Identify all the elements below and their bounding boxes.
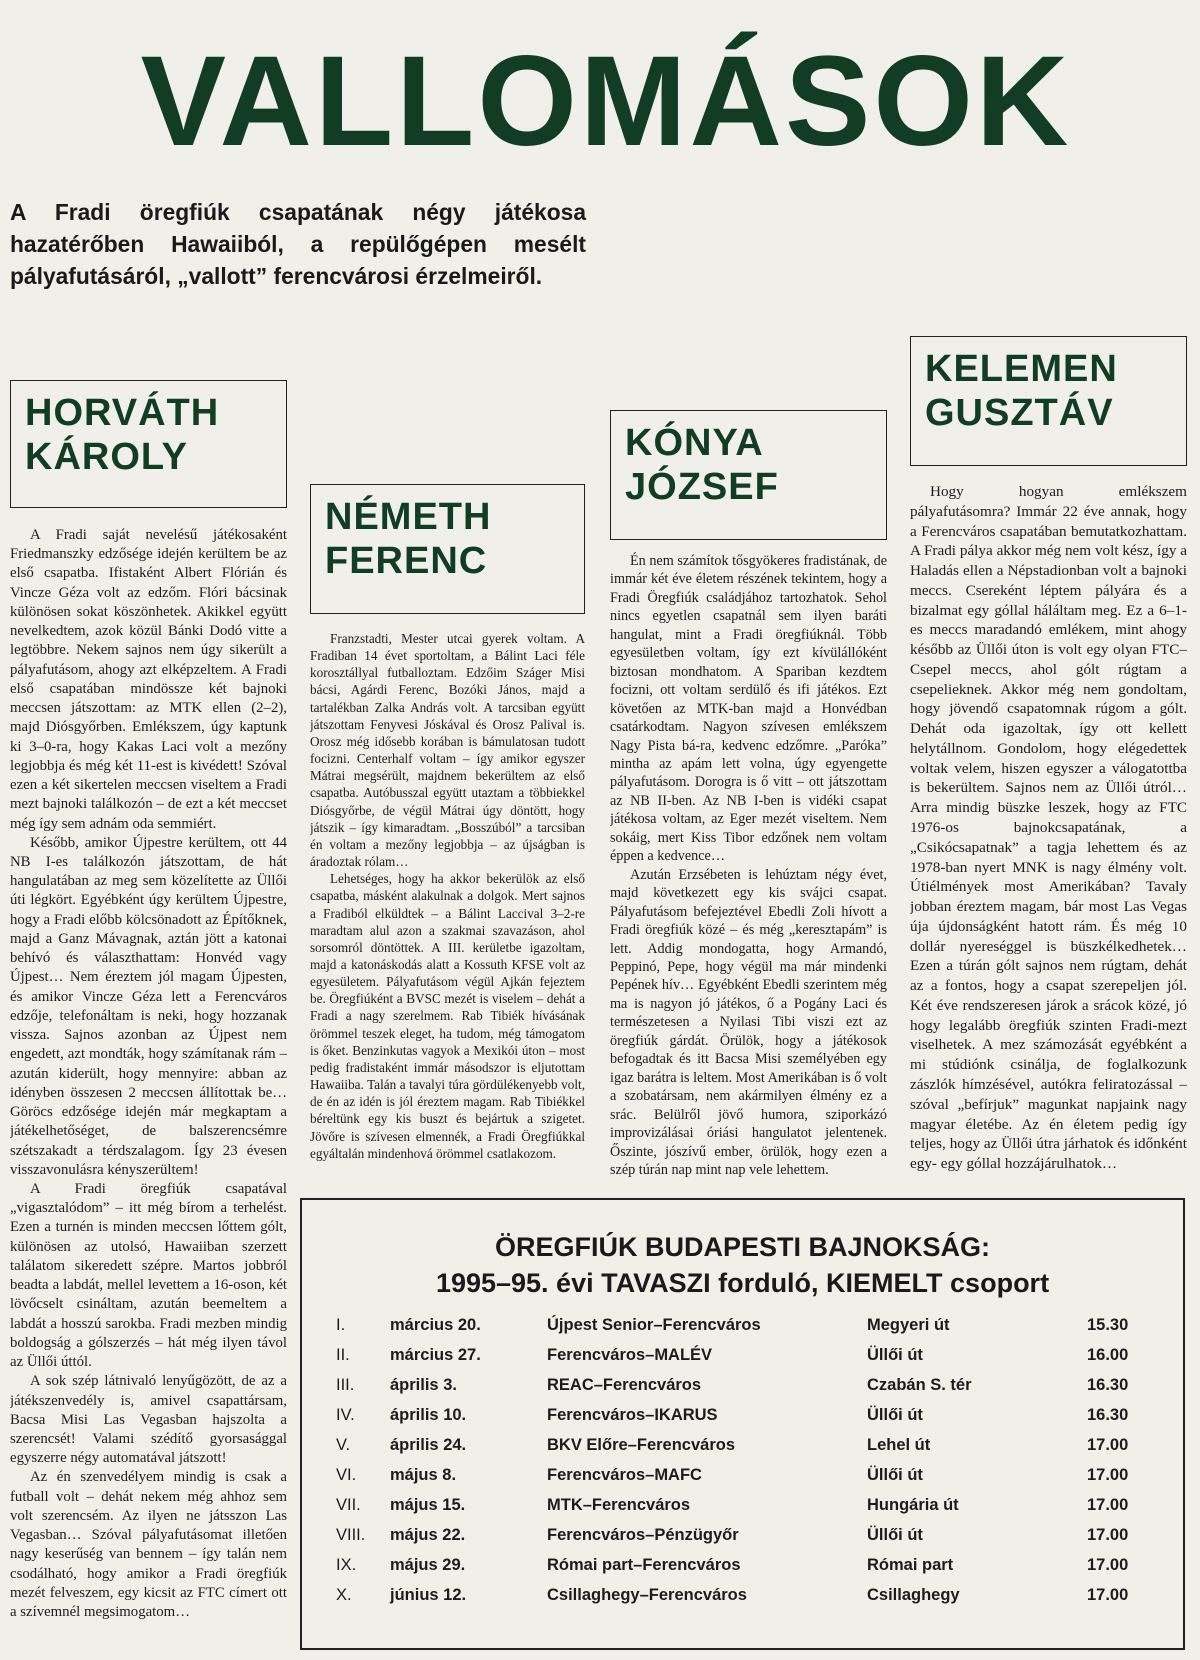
kelemen-name-line2: GUSZTÁV <box>925 392 1114 434</box>
match-venue: Csillaghegy <box>867 1586 960 1604</box>
match-teams: Újpest Senior–Ferencváros <box>547 1316 761 1334</box>
schedule-row <box>302 1406 1183 1434</box>
match-venue: Üllői út <box>867 1526 923 1544</box>
schedule-row <box>302 1316 1183 1344</box>
match-date: május 22. <box>390 1526 466 1544</box>
nemeth-name-box <box>310 484 585 614</box>
horvath-paragraph: A sok szép látnivaló lenyűgözött, de az a játékszenvedély is, amivel csapattársam, Bacsa Misi Las Vegasban hajszolta a szerencsét! Valami szédítő gyorsasággal egyszerre négy automatával játszott! <box>10 1373 287 1467</box>
nemeth-name-line2: FERENC <box>325 540 488 582</box>
nemeth-article-column <box>310 630 585 1186</box>
match-teams: Ferencváros–MAFC <box>547 1466 702 1484</box>
konya-paragraph: Én nem számítok tősgyökeres fradistának, de immár két éve életem részének tekintem, hogy a Fradi Öregfiúk családjához tartozhatok. Sehol nincs egyetlen csapatnál sem ilyen baráti hangulat, mint a Fradi öregfiúknál. Több egyesületben voltam, így ezt kívülállóként biztosan mondhatom. A Spariban kezdtem focizni, ott voltam serdülő és ifi játékos. Ezt követően az MTK-ban majd a Honvédban csatárkodtam. Nagyon szívesen emlékszem Nagy Pista bá-ra, kedvenc edzőmre. „Paróka” mintha az apám lett volna, úgy egyengette pályafutásom. Dorogra is ő vitt – ott játszottam az NB II-ben. Az NB I-ben is vidéki csapat játékosa voltam, az Eger mezét viseltem. Nem sokáig, mert Kiss Tibor edzőnek nem voltam éppen a kedvence… <box>610 553 887 865</box>
schedule-row <box>302 1436 1183 1464</box>
horvath-article-column <box>10 526 287 1650</box>
horvath-paragraph: A Fradi saját nevelésű játékosaként Friedmanszky edzősége idején kerültem be az első csapatba. Ifistaként Albert Flórián és Vincze Géza volt az edzőm. Flóri bácsinak különösen sokat köszönhetek. Akikkel együtt nevelkedtem, azok közül Bánki Dodó vitte a legtöbbre. Nekem sajnos nem úgy sikerült a pályafutásom, ahogy azt elképzeltem. A Fradi első csapatában mindössze két bajnoki meccsen játszottam: az MTK ellen (2–2), majd Diósgyőrben. Emlékszem, úgy kaptunk ki 3–0-ra, hogy Kakas Laci volt a mezőny legjobbja és még két 11-est is kivédett! Szóval ezen a két sikertelen meccsen viseltem a Fradi mezt bajnoki találkozón – de ezt a két meccset még így sem adnám oda semmiért. <box>10 527 287 832</box>
konya-name-line1: KÓNYA <box>625 422 764 464</box>
schedule-row <box>302 1466 1183 1494</box>
match-venue: Üllői út <box>867 1406 923 1424</box>
nemeth-paragraph: Lehetséges, hogy ha akkor bekerülök az első csapatba, másként alakulnak a dolgok. Mert sajnos a Fradiból elküldtek – a Bálint Laccival 3–2-re maradtam alul azon a szakmai szavazáson, ahol sorsomról döntöttek. A III. kerületbe igazoltam, majd a katonáskodás alatt a Kossuth KFSE volt az egyesületem. Pályafutásom végül Ajkán fejeztem be. Öregfiúként a BVSC mezét is viselem – dehát a Fradi a nagy szerelmem. Rab Tibiék hívásának örömmel teszek eleget, ha tudom, még támogatom is őket. Benzinkutas vagyok a Mexikói úton – most pedig fradistaként immár másodszor is eljutottam Hawaiiba. Talán a tavalyi túra gördülékenyebb volt, de én az idén is jól éreztem magam. Rab Tibiékkel béreltünk egy kis buszt és bejártuk a szigetet. Jövőre is szívesen elmennék, a Fradi Öregfiúkkal egyáltalán mindenhová örömmel csatlakozom. <box>310 871 585 1161</box>
round-number: VI. <box>336 1466 357 1484</box>
horvath-name-box <box>10 380 287 508</box>
konya-name-line2: JÓZSEF <box>625 466 779 508</box>
round-number: II. <box>336 1346 350 1364</box>
match-date: május 8. <box>390 1466 457 1484</box>
match-time: 15.30 <box>1087 1316 1129 1334</box>
match-teams: MTK–Ferencváros <box>547 1496 691 1514</box>
match-teams: Ferencváros–MALÉV <box>547 1346 713 1364</box>
horvath-paragraph: A Fradi öregfiúk csapatával „vigasztalódom” – itt még bírom a terhelést. Ezen a turnén is minden meccsen lőttem gólt, különösen az utolsó, Hawaiiban szerzett találatom sikeredett szépre. Martos jobbról beadta a labdát, mellel levettem a 16-oson, két lövőcselt csináltam, azután beemeltem a labdát a hosszú sarokba. Fradi mezben mindig boldogság a gólszerzés – hát még ilyen távol az Üllői úttól. <box>10 1180 287 1371</box>
match-time: 17.00 <box>1087 1556 1129 1574</box>
round-number: III. <box>336 1376 355 1394</box>
horvath-paragraph: Az én szenvedélyem mindig is csak a futball volt – dehát nekem még ahhoz sem volt szerencsém. Az ilyen ne játsszon Las Vegasban… Szóval pályafutásomat illetően nagy keserűség van bennem – így talán nem csodálható, hogy amikor a Fradi öregfiúk mezét felveszem, egy kicsit az FTC címert ott a szívemnél megsimogatom… <box>10 1469 287 1621</box>
round-number: IX. <box>336 1556 357 1574</box>
schedule-title: ÖREGFIÚK BUDAPESTI BAJNOKSÁG: <box>494 1232 991 1262</box>
schedule-row <box>302 1526 1183 1554</box>
nemeth-paragraph: Franzstadti, Mester utcai gyerek voltam. A Fradiban 14 évet sportoltam, a Bálint Laci féle korosztállyal futballoztam. Edzőim Száger Misi bácsi, Agárdi Ferenc, Bozóki János, majd a tartalékban Zalka András volt. A tarcsiban együtt játszottam Fenyvesi Jóskával és Orosz Palival is. Orosz még idősebb korában is bámulatosan tudott focizni. Centerhalf voltam – így amikor egyszer Mátrai megsérült, majdnem bekerültem az első csapatba. Autóbusszal együtt utaztam a többiekkel Diósgyőrbe, de végül Mátrai úgy döntött, hogy játszik – így kimaradtam. „Bosszúból” a tarcsiban én voltam a mezőny legjobbja – az újságban is áradoztak rólam… <box>310 631 585 870</box>
horvath-paragraph: Később, amikor Újpestre kerültem, ott 44 NB I-es találkozón játszottam, de hát hangulatában az meg sem közelítette az Üllői úti légkört. Egyébként úgy kerültem Újpestre, hogy a Fradi előbb kölcsönadott az Építőknek, majd a Ganz Mávagnak, aztán jött a katonai behívó és választhattam: Honvéd vagy Újpest… Nem éreztem jól magam Újpesten, és amikor Vincze Géza lett a Ferencváros edzője, telefonáltam is neki, hogy hozzanak vissza. Sajnos azonban az Újpest nem engedett, azt mondták, hogy számítanak rám – azután kiderült, hogy mennyire: abban az idényben összesen 2 meccsen állítottak be… Göröcs edzősége idején már megkaptam a játékelhetőséget, de balszerencsémre szétszakadt a térdszalagom. Így 23 évesen visszavonulásra kényszerültem! <box>10 834 287 1178</box>
schedule-subtitle: 1995–95. évi TAVASZI forduló, KIEMELT csoport <box>435 1268 1050 1298</box>
konya-article-column <box>610 552 887 1186</box>
match-time: 17.00 <box>1087 1496 1129 1514</box>
match-venue: Lehel út <box>867 1436 931 1454</box>
match-date: április 3. <box>390 1376 457 1394</box>
match-venue: Üllői út <box>867 1346 923 1364</box>
match-date: május 15. <box>390 1496 466 1514</box>
match-teams: Ferencváros–IKARUS <box>547 1406 718 1424</box>
match-venue: Üllői út <box>867 1466 923 1484</box>
match-date: március 20. <box>390 1316 481 1334</box>
nemeth-name-line1: NÉMETH <box>325 496 492 538</box>
round-number: IV. <box>336 1406 355 1424</box>
match-time: 17.00 <box>1087 1526 1129 1544</box>
round-number: VIII. <box>336 1526 366 1544</box>
round-number: I. <box>336 1316 346 1334</box>
round-number: VII. <box>336 1496 361 1514</box>
schedule-row <box>302 1586 1183 1614</box>
horvath-name-line1: HORVÁTH <box>25 392 220 434</box>
match-date: június 12. <box>390 1586 467 1604</box>
match-venue: Római part <box>867 1556 954 1574</box>
match-teams: Római part–Ferencváros <box>547 1556 741 1574</box>
horvath-name-line2: KÁROLY <box>25 436 188 478</box>
match-teams: Csillaghegy–Ferencváros <box>547 1586 747 1604</box>
schedule-row <box>302 1556 1183 1584</box>
match-date: március 27. <box>390 1346 481 1364</box>
lead-paragraph: A Fradi öregfiúk csapatának négy játékosa hazatérőben Hawaiiból, a repülőgépen mesélt pályafutásáról, „vallott” ferencvárosi érzelmeiről. <box>10 199 586 289</box>
schedule-row <box>302 1346 1183 1374</box>
kelemen-paragraph: Hogy hogyan emlékszem pályafutásomra? Immár 22 éve annak, hogy a Ferencváros csapatában bemutatkozhattam. A Fradi pálya akkor még nem volt kész, így a Haladás ellen a Népstadionban volt a bajnoki meccs. Csereként léptem pályára és a bizalmat egy góllal háláltam meg. Ez a 6–1-es meccs maradandó emlékem, mint ahogy később az Üllői úton is volt egy olyan FTC–Csepel meccs, ahol gólt rúgtam a csepelieknek. Akkor még nem gondoltam, hogy jövendő csapatomnak rúgom a gólt. Dehát oda igazoltak, így ott kellett helytállnom. Gondolom, hogy elégedettek voltak velem, hiszen egyszer a válogatottba is bekerültem. Sajnos nem az Üllői útról… Arra mindig büszke leszek, hogy az FTC 1976-os bajnokcsapatának, a „Csikócsapatnak” a tagja lehettem és az 1978-ban nyert MNK is nagy élmény volt. Útiélmények most Amerikában? Tavaly jobban éreztem magam, bár most Las Vegas úja újdonságként hatott rám. És még 10 dollár nyereséggel is büszkélkedhetek… Ezen a túrán gólt sajnos nem rúgtam, dehát az a fontos, hogy a csapat szerepeljen jól. Két éve rendszeresen járok a srácok közé, jó hogy legalább öregfiúk szinten Fradi-mezt viselhetek. A mez számozását egyébként a mi stúdiónk csinálja, de foglalkozunk zászlók hímzésével, autókra feliratozással – szóval „befírjuk” magunkat napjaink nagy magyar életébe. Az én életem pedig így teljes, hogy az Üllői útra járhatok és időnként egy- egy góllal hozzájárulhatok… <box>910 483 1187 1173</box>
kelemen-article-column <box>910 482 1187 1186</box>
match-time: 16.30 <box>1087 1376 1129 1394</box>
round-number: V. <box>336 1436 351 1454</box>
match-time: 17.00 <box>1087 1436 1129 1454</box>
match-venue: Czabán S. tér <box>867 1376 972 1394</box>
konya-paragraph: Azután Erzsébeten is lehúztam négy évet, majd következett egy kis svájci csapat. Pályafutásom befejeztével Ebedli Zoli hívott a Fradi öregfiúk közé – és még „keresztapám” is lett. Addig mondogatta, hogy Armandó, Peppinó, Pepe, hogy végül ma már mindenki Pepének hív… Egyébként Ebedli szerintem még ma is nagyon jó játékos, ő a Pogány Laci és természetesen a Nyilasi Tibi viszi ezt az öregfiúk gárdát. Örülök, hogy a játékosok befogadtak és itt Bacsa Misi személyében egy igaz barátra is leltem. Most Amerikában is ő volt a szobatársam, nem akármilyen élmény ez a srác. Belülről jövő humora, sziporkázó improvizálásai óriási hangulatot jelentenek. Őszinte, jószívű ember, örülök, hogy ezen a szép túrán nap mint nap vele lehettem. <box>610 866 887 1178</box>
schedule-row <box>302 1376 1183 1404</box>
match-venue: Megyeri út <box>867 1316 950 1334</box>
round-number: X. <box>336 1586 352 1604</box>
page-headline: VALLOMÁSOK <box>140 30 1072 173</box>
match-date: április 10. <box>390 1406 467 1424</box>
kelemen-name-line1: KELEMEN <box>925 348 1118 390</box>
konya-name-box <box>610 410 887 540</box>
match-date: április 24. <box>390 1436 467 1454</box>
match-time: 16.30 <box>1087 1406 1129 1424</box>
match-teams: BKV Előre–Ferencváros <box>547 1436 736 1454</box>
match-date: május 29. <box>390 1556 466 1574</box>
schedule-box <box>300 1198 1185 1650</box>
match-time: 17.00 <box>1087 1466 1129 1484</box>
kelemen-name-box <box>910 336 1187 466</box>
match-teams: Ferencváros–Pénzügyőr <box>547 1526 739 1544</box>
match-time: 17.00 <box>1087 1586 1129 1604</box>
match-time: 16.00 <box>1087 1346 1129 1364</box>
match-venue: Hungária út <box>867 1496 959 1514</box>
match-teams: REAC–Ferencváros <box>547 1376 702 1394</box>
schedule-row <box>302 1496 1183 1524</box>
